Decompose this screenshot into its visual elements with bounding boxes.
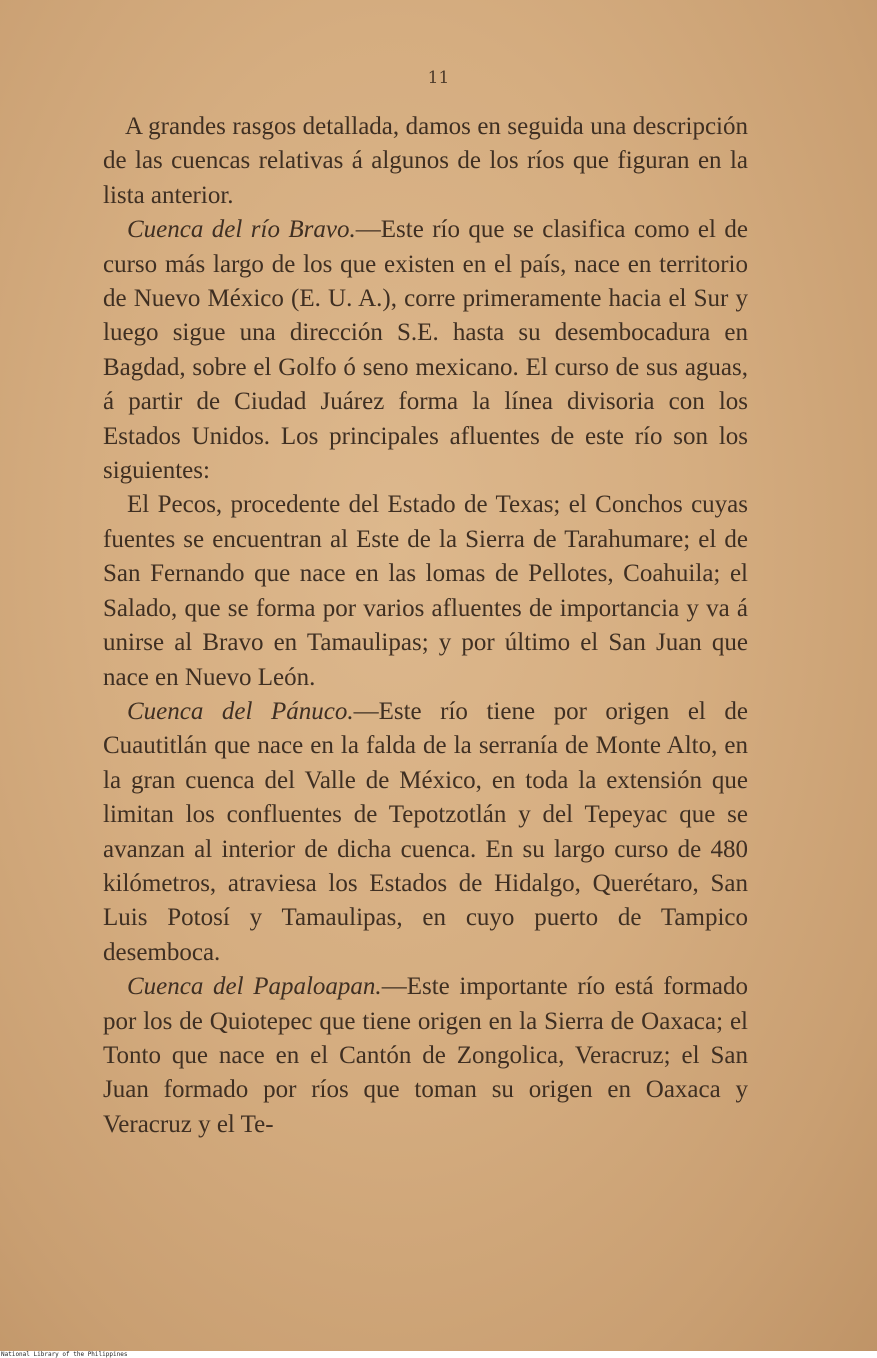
section-heading: Cuenca del Pánuco. <box>127 697 354 725</box>
paragraph-text: El Pecos, procedente del Estado de Texas; el Conchos cuyas fuentes se encuentran al Este de la Sierra de Tarahumare; el de San Fernando que nace en las lomas de Pellotes, Coahuila; el Salado, que se forma por varios afluentes de importancia y va á unirse al Bravo en Tamaulipas; y por último el San Juan que nace en Nuevo León. <box>103 491 748 691</box>
page-number: 11 <box>427 68 450 88</box>
paragraph-cuenca-papaloapan <box>103 970 748 1142</box>
paragraph-cuenca-bravo <box>103 213 748 488</box>
section-heading: Cuenca del río Bravo. <box>127 216 356 244</box>
paragraph-text: —Este río tiene por origen el de Cuautitlán que nace en la falda de la serranía de Monte Alto, en la gran cuenca del Valle de México, en toda la extensión que limitan los confluentes de Tepotzotlán y del Tepeyac que se avanzan al interior de dicha cuenca. En su largo curso de 480 kilómetros, atraviesa los Estados de Hidalgo, Querétaro, San Luis Potosí y Tamaulipas, en cuyo puerto de Tampico desemboca. <box>103 697 748 966</box>
paragraph-cuenca-panuco <box>103 695 748 970</box>
section-heading: Cuenca del Papaloapan. <box>127 973 382 1001</box>
paragraph-text: —Este importante río está formado por los de Quiotepec que tiene origen en la Sierra de Oaxaca; el Tonto que nace en el Cantón de Zongolica, Veracruz; el San Juan formado por ríos que toman su origen en Oaxaca y Veracruz y el Te- <box>103 973 748 1138</box>
body-text <box>103 110 748 1142</box>
footer-strip <box>0 1351 877 1358</box>
paragraph-text: —Este río que se clasifica como el de curso más largo de los que existen en el país, nace en territorio de Nuevo México (E. U. A.), corre primeramente hacia el Sur y luego sigue una dirección S.E. hasta su desembocadura en Bagdad, sobre el Golfo ó seno mexicano. El curso de sus aguas, á partir de Ciudad Juárez forma la línea divisoria con los Estados Unidos. Los principales afluentes de este río son los siguientes: <box>103 216 748 485</box>
paragraph-afluentes <box>103 488 748 694</box>
library-credit: National Library of the Philippines <box>1 1351 128 1358</box>
paragraph-intro <box>103 110 748 213</box>
paragraph-text: A grandes rasgos detallada, damos en seguida una descripción de las cuencas relativas á algunos de los ríos que figuran en la lista anterior. <box>103 113 748 209</box>
